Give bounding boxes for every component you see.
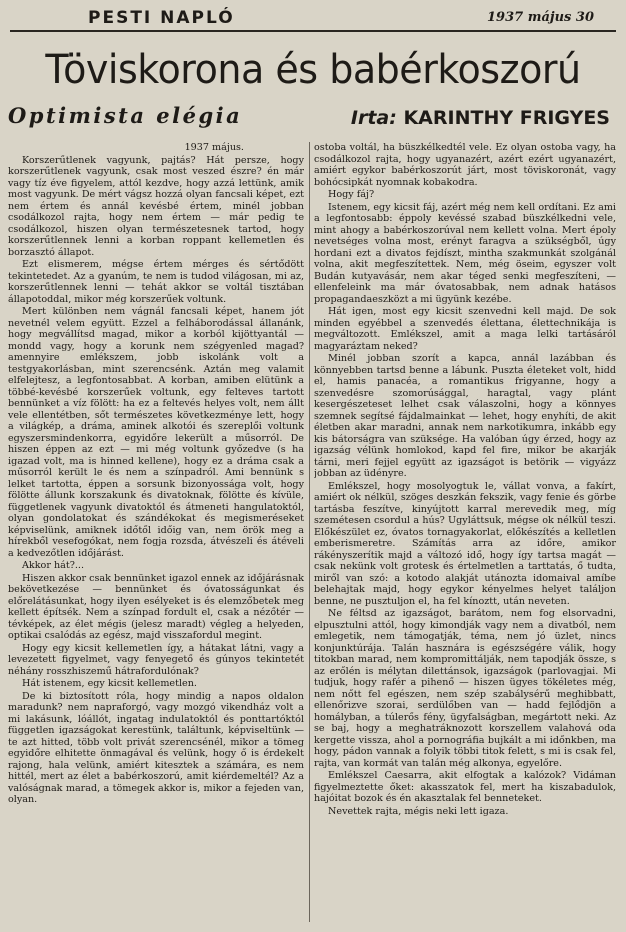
paragraph: ostoba voltál, ha büszkélkedtél vele. Ez olyan ostoba vagy, ha csodálkozol rajta, hogy ugyanazért, azért ezért ugyanazért, amiért egykor babérkoszorút járt, most töviskoronát, vagy bohócsipkát nyomnak kobakodra. (314, 142, 616, 188)
paragraph: Emlékszel Caesarra, akit elfogtak a kalózok? Vidáman figyelmeztette őket: akasszatok fel, mert ha kiszabadulok, hajóitat bozok és én akasztalak fel benneteket. (314, 770, 616, 804)
paragraph: Minél jobban szorít a kapca, annál lazábban és könnyebben tartsd benne a lábunk. Puszta életeket volt, hidd el, hamis panacéa, a romantikus frigyanne, hogy a szenvedésre szomorúsággal, haragtal, vagy plánt kesergészeteset lelhet csak válaszolni, hogy a könnyes szemnek segítsé fájdalmainkat — lehet, hogy enyhíti, de akit életben akar maradni, annak nem narkotikumra, inkább egy kis bátorságra van szüksége. Ha valóban úgy érzed, hogy az igazság vélünk homlokod, kapd fel fire, mikor be akarják tárni, meri fejjel együtt az igazságot is betörik — vigyázz jobban az üdényre. (314, 353, 616, 479)
paragraph: Istenem, egy kicsit fáj, azért még nem kell ordítani. Ez ami a legfontosabb: éppoly kevéssé szabad büszkélkedni vele, mint ahogy a babérkoszorúval nem kellett volna. Mert époly nevetséges volna most, erényt faragva a szükségből, úgy hordani ezt a divatos fejdíszt, mintha szakmunkát szolgánál volna, akit megfeszítettek. Nem, még öseim, egyszer volt Budán kutyavásár, nem akar téged senki megfeszíteni, — ellenfeleink ma már óvatosabbak, nem adnak hatásos propagandaeszközt a mi ügyünk kezébe. (314, 201, 616, 305)
paragraph: Hát istenem, egy kicsit kellemetlen. (22, 678, 197, 689)
dateline: 1937 május. (184, 142, 244, 153)
paragraph: De ki biztosított róla, hogy mindig a napos oldalon maradunk? nem napraforgó, vagy mozgó vikendház volt a mi lakásunk, lóállót, ingatag indulatoktól és ponttartóktól független igazságokat kerestünk, találtunk, képviseltünk — te azt hitted, több volt privát szerencsénél, mikor a tömeg egyidőre elhitette önmagával és velünk, hogy ő is érdekelt rajong, hala velünk, amiért kitesztek a számára, es nem hittél, mert az élet a babérkoszorú, amit kiérdemeltél? Az a valóságnak marad, a tömegek akkor is, mikor a fejeden van, olyan. (8, 690, 304, 805)
newspaper-name: PESTI NAPLÓ (88, 8, 235, 28)
paragraph: Hogy fáj? (328, 189, 375, 200)
paragraph: Ne féltsd az igazságot, barátom, nem fog elsorvadni, elpusztulni attól, hogy kimondják vagy nem a divatból, nem emlegetik, nem támogatják, téma, nem jó üzlet, nincs konjunktúrája. Talán hasznára is egészségére válik, hogy titokban marad, nem kompromittálják, nem tapodják össze, s az erőlén is mélytan dilettánsok, igazságok (parlovagjai. Mi tudjuk, hogy rafér a pihenő — hiszen ügyes tökéletes még, nem nőtt fel egészen, nem szép szabálysérű meghibbatt, ellenőrizve szorai, serdülőben van — hadd fejlődjön a homályban, a túlerős fény, ügyfalságban, megártott neki. Az se baj, hogy a meghatráknozott korszellem valahová oda kergette vissza, ahol a pornográfia bujkált a mi időnkben, ma hogy, pádon vannak a folyik többi titok felett, s mi is csak fel, rajta, van kormát van talán még alkonya, egyelőre. (314, 608, 616, 769)
paragraph: Hogy egy kicsit kellemetlen így, a hátakat látni, vagy a levezetett figyelmet, vagy fenyegető és gúnyos tekintetét néhány rosszhiszemű hátrafordulónak? (8, 642, 304, 677)
column-divider (309, 142, 310, 922)
author-name: KARINTHY FRIGYES (403, 107, 610, 129)
article-title: Töviskorona és babérkoszorú (45, 47, 581, 93)
article-subtitle: Optimista elégia (8, 103, 243, 128)
paragraph: Korszerűtlenek vagyunk, pajtás? Hát persze, hogy korszerűtlenek vagyunk, csak most veszed észre? én már vagy tíz éve figyelem, attól kezdve, hogy azzá lettünk, amik most vagyunk. De mért vágsz hozzá olyan fancsali képet, ezt nem értem és annál kevésbé értem, minél jobban csodálkozol rajta, hogy nem értem — már pedig te csodálkozol, hiszen olyan természetesnek tartod, hogy korszerűtlennek lenni a korban roppant kellemetlen és borzasztó állapot. (8, 154, 304, 258)
paragraph: Hát igen, most egy kicsit szenvedni kell majd. De sok minden egyébbel a szenvedés élettana, élettechnikája is megváltozott. Emlékszel, amit a maga lelki tartásáról magyaráztam neked? (314, 306, 616, 352)
paragraph: Hiszen akkor csak bennünket igazol ennek az időjárásnak bekövetkezése — bennünket és óvatosságunkat és előrelátásunkat, hogy ilyen esélyeket is és elemzőbetek meg kellett építsék. Nem a színpad fordult el, csak a nézőtér — tévképek, az élet mégis (jelesz maradt) végleg a helyeden, optikai csalódás az egész, majd visszafordul megint. (8, 572, 304, 641)
issue-date: 1937 május 30 (487, 10, 594, 25)
article-column-left (8, 142, 304, 928)
paragraph: Mert különben nem vágnál fancsali képet, hanem jót nevetnél velem együtt. Ezzel a felháborodással állanánk, hogy megvállítsd magad, mikor a korból kijöttyantál — mondd vagy, hogy a korunk nem szégyenled magad? amennyire emlékszem, jobb iskolánk volt a testgyakorlásban, mint szerencsénk. Aztán meg valamit elfelejtesz, a legfontosabbat. A korban, amiben elütünk a többé-kevésbé korszerűek voltunk, egy felteves tartott bennünket a víz fölött: ha ez a feltevés helyes volt, nem állt vele ellentétben, sőt természetes következménye lett, hogy a világkép, a dráma, aminek alkotói és szereplői voltunk egyszersmindenkorra, egyidőre lekerült a műsorról. De hiszen éppen az ezt — mi még voltunk győzedve (s ha igazad volt, ma is hinned kellene), hogy ez a dráma csak a műsorról került le és nem a színpadról. Ami bennünk s lelket tartotta, éppen a sorsunk bizonyossága volt, hogy fölötte állunk korszakunk és divatoknak, fölötte és kívüle, függetlenek vagyunk divatoktól és átmeneti hangulatoktól, olyan gondolatokat és szándékokat és megismeréseket képviselünk, amiknek időtől időig van, nem örök meg a hírekből vesefogókat, nem fogja rozsda, átvészeli és átéveli a kedvezőtlen időjárást. (8, 306, 304, 559)
byline-prefix: Irta: (350, 107, 397, 129)
paragraph: Nevettek rajta, mégis neki lett igaza. (328, 805, 509, 817)
paragraph: Ezt elismerem, mégse értem mérges és sértődött tekintetedet. Az a gyanúm, te nem is tudod világosan, mi az, korszerűtlennek lenni — tehát akkor se voltál tisztában állapotoddal, mikor még korszerűek voltunk. (8, 259, 304, 305)
article-column-right (314, 142, 616, 928)
byline (351, 107, 610, 129)
paragraph: Emlékszel, hogy mosolyogtuk le, vállat vonva, a fakírt, amiért ok nélkül, szöges deszkán fekszik, vagy fenie és görbe tartásba feszítve, kinyújtott karral merevedik meg, míg szemétesen csordul a hús? Ugyláttsuk, mégse ok nélkül teszi. Előkészület ez, óvatos tornagyakorlat, előkészítés a kelletlen emberismeretre. Számítás arra az időre, amikor rákényszerítik majd a változó idő, hogy így tartsa magát — csak nekünk volt grotesk és értelmetlen a tarttatás, ő tudta, miről van szó: a kotodo alakját utánozta idomaival amíbe belehajtak majd, hogy egykor kényelmes helyet találjon benne, ne pusztuljon el, ha fel kínoztt, után neveten. (314, 480, 616, 607)
paragraph: Akkor hát?... (22, 560, 85, 571)
masthead (10, 0, 616, 32)
